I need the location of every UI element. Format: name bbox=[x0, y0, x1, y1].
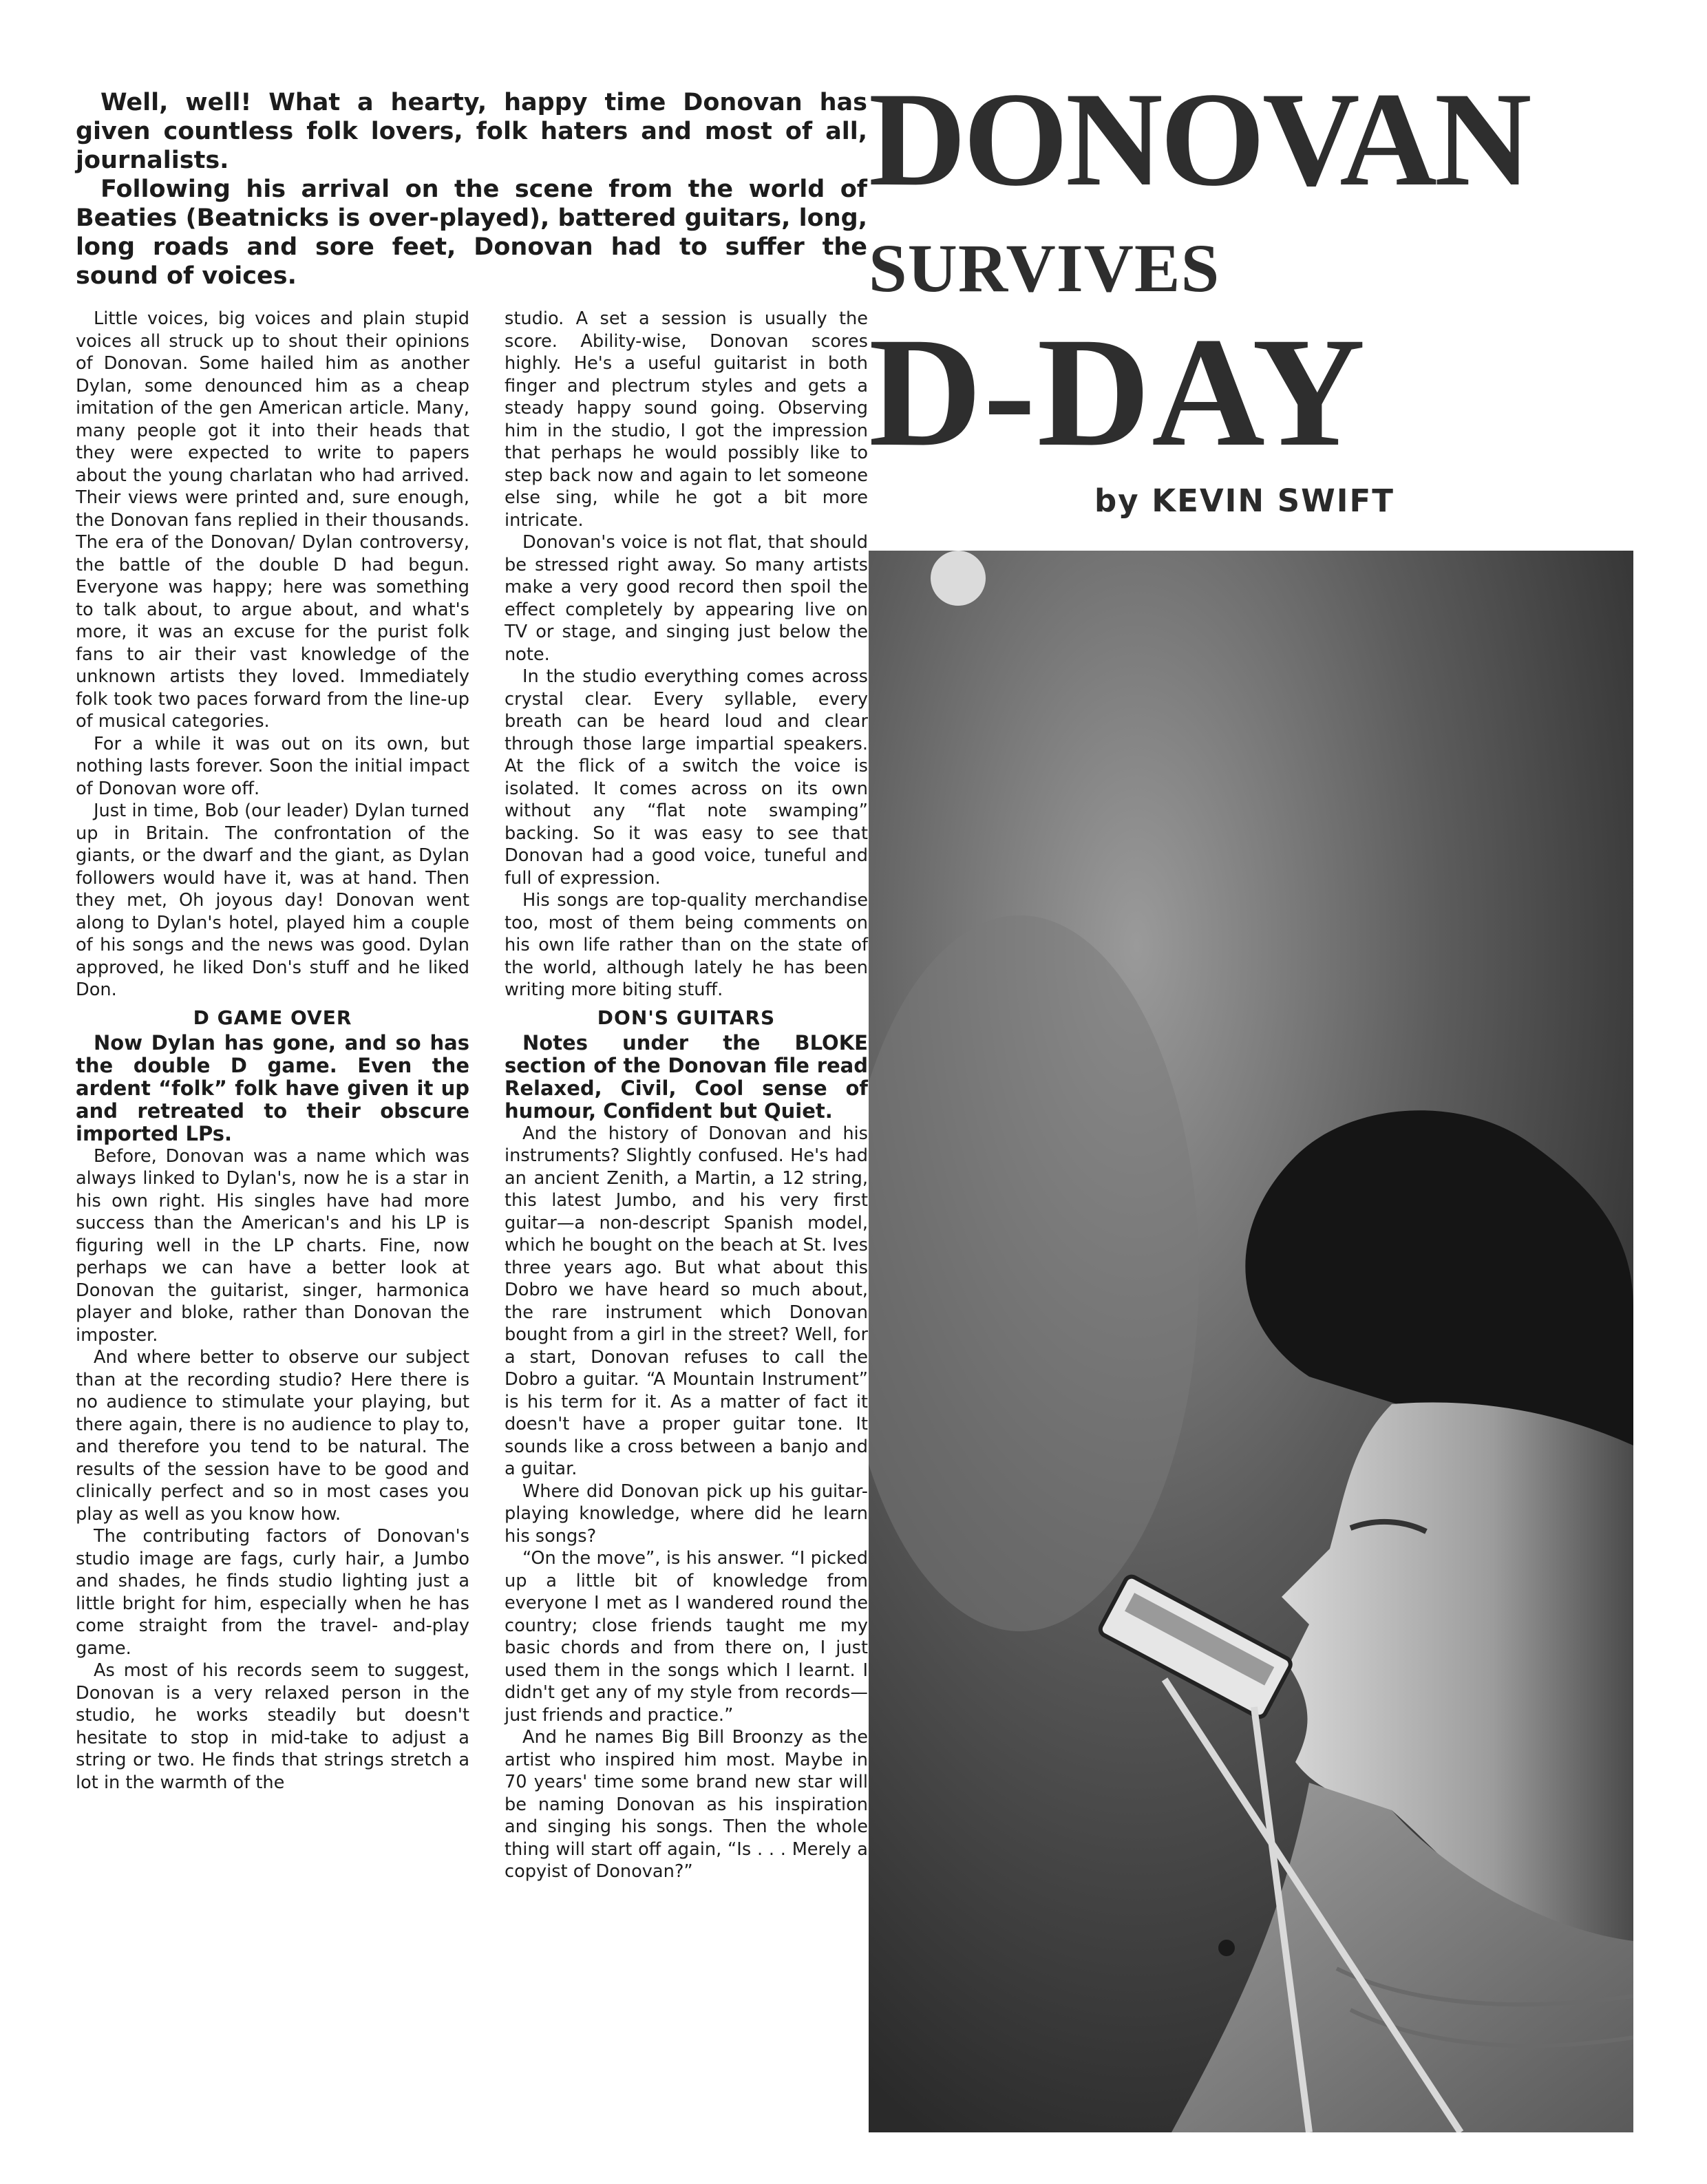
lead-paragraph: Now Dylan has gone, and so has the double D game. Even the ardent “folk” folk have given it up and retreated to their obscure imported LPs. bbox=[76, 1030, 469, 1145]
donovan-portrait-photo bbox=[869, 551, 1633, 2132]
intro-paragraph: Well, well! What a hearty, happy time Donovan has given countless folk lovers, folk haters and most of all, journalists. bbox=[76, 89, 867, 174]
body-paragraph: Just in time, Bob (our leader) Dylan turned up in Britain. The confrontation of the giants, or the dwarf and the giant, as Dylan followers would have it, was at hand. Then they met, Oh joyous day! Donovan went along to Dylan's hotel, played him a couple of his songs and the news was good. Dylan approved, he liked Don's stuff and he liked Don. bbox=[76, 801, 469, 1000]
body-paragraph: For a while it was out on its own, but nothing lasts forever. Soon the initial impact of Donovan wore off. bbox=[76, 733, 469, 799]
section-heading: D GAME OVER bbox=[193, 1006, 352, 1029]
body-paragraph: “On the move”, is his answer. “I picked up a little bit of knowledge from everyone I met as I wandered round the country; close friends taught me my basic chords and from there on, I just used them in the songs which I learnt. I didn't get any of my style from records—just friends and practice.” bbox=[505, 1548, 868, 1726]
body-paragraph: His songs are top-quality merchandise too, most of them being comments on his own life rather than on the state of the world, although lately he has been writing more biting stuff. bbox=[505, 890, 868, 1000]
body-paragraph: In the studio everything comes across crystal clear. Every syllable, every breath can be heard loud and clear through those large impartial speakers. At the flick of a switch the voice is isolated. It comes across on its own without any “flat note swamping” backing. So it was easy to see that Donovan had a good voice, tuneful and full of expression. bbox=[505, 666, 868, 889]
body-paragraph: Before, Donovan was a name which was always linked to Dylan's, now he is a star in his own right. His singles have had more success than the American's and his LP is figuring well in the LP charts. Fine, now perhaps we can have a better look at Donovan the guitarist, singer, harmonica player and bloke, rather than Donovan the imposter. bbox=[76, 1145, 469, 1346]
lead-paragraph: Notes under the BLOKE section of the Donovan file read Relaxed, Civil, Cool sense of humour, Confident but Quiet. bbox=[505, 1030, 868, 1123]
body-paragraph: Where did Donovan pick up his guitar-playing knowledge, where did he learn his songs? bbox=[505, 1481, 868, 1547]
body-paragraph: The contributing factors of Donovan's studio image are fags, curly hair, a Jumbo and shades, he finds studio lighting just a little bright for him, especially when he has come straight from the travel- and-play game. bbox=[76, 1526, 469, 1659]
byline: by KEVIN SWIFT bbox=[1094, 483, 1395, 519]
headline-donovan: DONOVAN bbox=[869, 65, 1529, 214]
intro-paragraph: Following his arrival on the scene from the world of Beaties (Beatnicks is over-played), battered guitars, long, long roads and sore feet, Donovan had to suffer the sound of voices. bbox=[76, 176, 867, 290]
section-heading: DON'S GUITARS bbox=[597, 1006, 776, 1029]
body-paragraph: studio. A set a session is usually the score. Ability-wise, Donovan scores highly. He's a useful guitarist in both finger and plectrum styles and gets a steady happy sound going. Observing him in the studio, I got the impression that perhaps he would possibly like to step back now and again to let someone else sing, while he got a bit more intricate. bbox=[505, 308, 868, 531]
intro-paragraphs bbox=[76, 88, 867, 290]
body-paragraph: As most of his records seem to suggest, Donovan is a very relaxed person in the studio, he works steadily but doesn't hesitate to stop in mid-take to adjust a string or two. He finds that strings stretch a lot in the warmth of the bbox=[76, 1660, 469, 1793]
body-paragraph: And he names Big Bill Broonzy as the artist who inspired him most. Maybe in 70 years' time some brand new star will be naming Donovan as his inspiration and singing his songs. Then the whole thing will start off again, “Is . . . Merely a copyist of Donovan?” bbox=[505, 1727, 868, 1882]
body-paragraph: Donovan's voice is not flat, that should be stressed right away. So many artists make a very good record then spoil the effect completely by appearing live on TV or stage, and singing just below the note. bbox=[505, 532, 868, 665]
portrait-illustration bbox=[869, 551, 1633, 2132]
body-paragraph: Little voices, big voices and plain stupid voices all struck up to shout their opinions of Donovan. Some hailed him as another Dylan, some denounced him as a cheap imitation of the gen American article. Many, many people got it into their heads that they were expected to write to papers about the young charlatan who had arrived. Their views were printed and, sure enough, the Donovan fans replied in their thousands. The era of the Donovan/ Dylan controversy, the battle of the double D had begun. Everyone was happy; here was something to talk about, to argue about, and what's more, it was an excuse for the purist folk fans to air their vast knowledge of the unknown artists they loved. Immediately folk took two paces forward from the line-up of musical categories. bbox=[76, 308, 469, 732]
article-column-1 bbox=[76, 308, 469, 1794]
headline-survives: SURVIVES bbox=[869, 230, 1220, 306]
article-column-2 bbox=[505, 308, 868, 1883]
body-paragraph: And where better to observe our subject than at the recording studio? Here there is no audience to stimulate your playing, but there again, there is no audience to play to, and therefore you tend to be natural. The results of the session have to be good and clinically perfect and so in most cases you play as well as you know how. bbox=[76, 1347, 469, 1525]
body-paragraph: And the history of Donovan and his instruments? Slightly confused. He's had an ancient Zenith, a Martin, a 12 string, this latest Jumbo, and his very first guitar—a non-descript Spanish model, which he bought on the beach at St. Ives three years ago. But what about this Dobro we have heard so much about, the rare instrument which Donovan bought from a girl in the street? Well, for a start, Donovan refuses to call the Dobro a guitar. “A Mountain Instrument” is his term for it. As a matter of fact it doesn't have a proper guitar tone. It sounds like a cross between a banjo and a guitar. bbox=[505, 1123, 868, 1479]
headline-d-day: D-DAY bbox=[869, 306, 1367, 479]
